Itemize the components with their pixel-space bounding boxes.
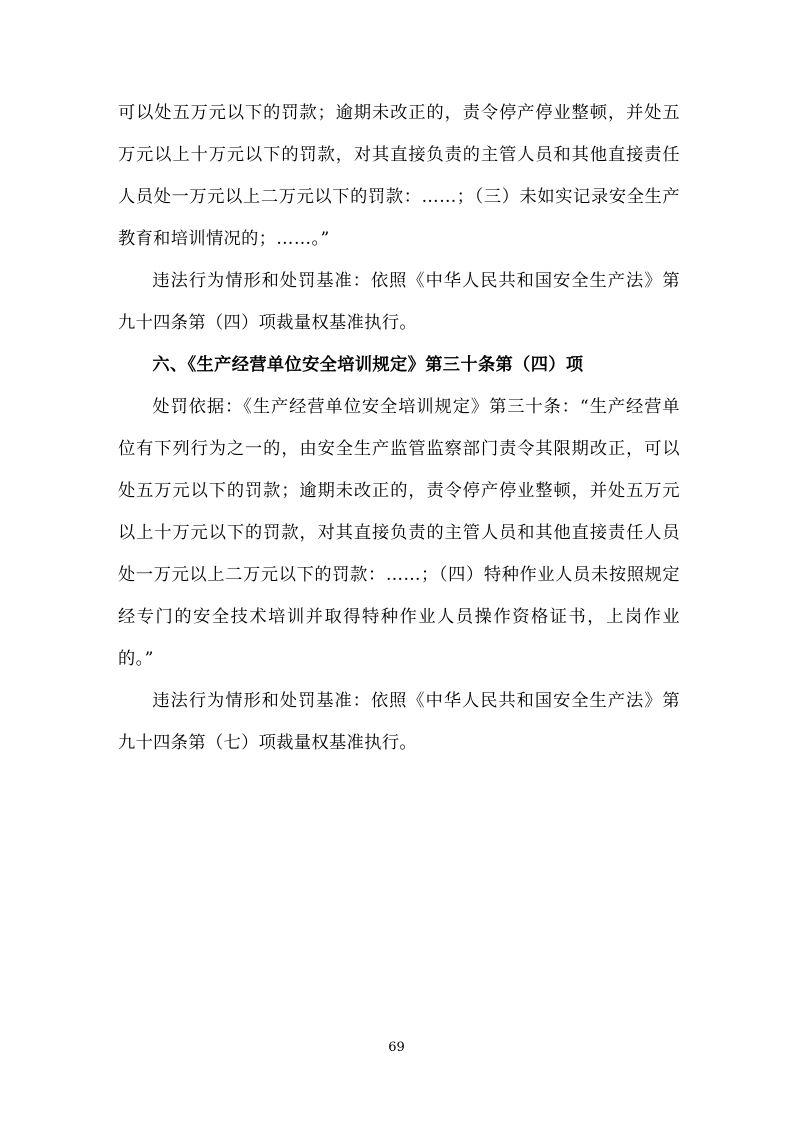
paragraph-penalty-basis-1: 违法行为情形和处罚基准：依照《中华人民共和国安全生产法》第九十四条第（四）项裁量权基准执行。 xyxy=(118,271,680,333)
section-heading-six: 六、《生产经营单位安全培训规定》第三十条第（四）项 xyxy=(152,355,584,375)
page-content xyxy=(118,92,680,764)
paragraph-continuation: 可以处五万元以下的罚款；逾期未改正的，责令停产停业整顿，并处五万元以上十万元以下的罚款，对其直接负责的主管人员和其他直接责任人员处一万元以上二万元以下的罚款：……；（三）未如实记录安全生产教育和培训情况的；……。” xyxy=(118,103,680,249)
paragraph-penalty-basis-2: 违法行为情形和处罚基准：依照《中华人民共和国安全生产法》第九十四条第（七）项裁量权基准执行。 xyxy=(118,691,680,753)
page-number: 69 xyxy=(388,1040,405,1055)
paragraph-penalty-source: 处罚依据：《生产经营单位安全培训规定》第三十条：“生产经营单位有下列行为之一的，由安全生产监管监察部门责令其限期改正，可以处五万元以下的罚款；逾期未改正的，责令停产停业整顿，并处五万元以上十万元以下的罚款，对其直接负责的主管人员和其他直接责任人员处一万元以上二万元以下的罚款：……；（四）特种作业人员未按照规定经专门的安全技术培训并取得特种作业人员操作资格证书，上岗作业的。” xyxy=(118,397,680,669)
